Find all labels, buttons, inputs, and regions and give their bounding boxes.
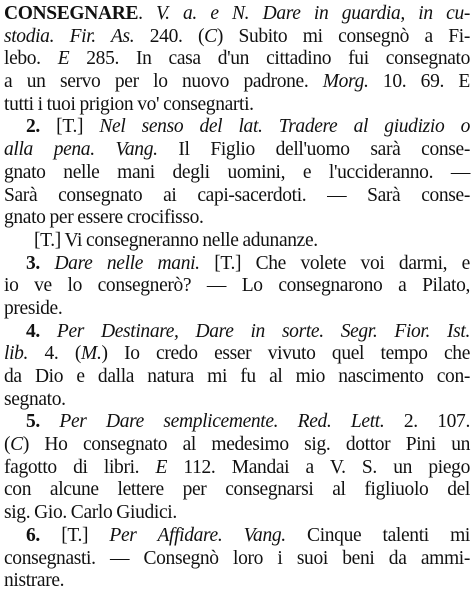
- text-run: 4. (: [28, 343, 82, 365]
- entry-line: [4, 94, 470, 117]
- entry-line: [4, 275, 470, 298]
- text-run: consegnasti. — Consegnò loro i suoi beni da ammi-: [4, 547, 470, 569]
- italic-run: Morg.: [322, 71, 369, 93]
- text-run: preside.: [4, 297, 63, 319]
- text-run: [40, 411, 59, 432]
- entry-line: [4, 389, 470, 412]
- headword: CONSEGNARE: [4, 3, 139, 24]
- entry-line: [4, 116, 470, 139]
- entry-line: [4, 185, 470, 208]
- text-run: .: [138, 3, 157, 24]
- sense-number: 3.: [26, 252, 40, 274]
- entry-line: [4, 343, 470, 366]
- text-run: [T.] Che volete voi darmi, e: [199, 252, 470, 274]
- text-run: io ve lo consegnerò? — Lo consegnarono a Pilato,: [4, 275, 470, 297]
- text-run: ) Subito mi consegnò a Fi-: [216, 25, 470, 47]
- text-run: Il Figlio dell'uomo sarà conse-: [157, 139, 470, 161]
- text-run: tutti i tuoi prigion vo' consegnarti.: [4, 93, 254, 115]
- text-run: 2. 107.: [384, 411, 470, 433]
- entry-line: [4, 479, 470, 502]
- entry-text-block: [4, 3, 470, 593]
- italic-run: V. a. e N. Dare in guardia, in cu-: [156, 3, 470, 24]
- entry-line: [4, 570, 470, 593]
- italic-run: Dare nelle mani.: [54, 252, 200, 274]
- entry-line: [4, 321, 470, 344]
- text-run: Cinque talenti mi: [285, 524, 470, 546]
- italic-run: Per Affidare. Vang.: [109, 524, 286, 546]
- sense-number: 4.: [26, 320, 40, 342]
- entry-line: [4, 230, 470, 253]
- entry-line: [4, 26, 470, 49]
- text-run: (: [4, 434, 11, 456]
- entry-line: [4, 366, 470, 389]
- italic-run: E: [155, 456, 168, 478]
- text-run: [T.] Vi consegneranno nelle adunanze.: [34, 229, 318, 251]
- text-run: [40, 253, 55, 274]
- text-run: a un servo per lo nuovo padrone.: [4, 71, 323, 93]
- entry-line: [4, 139, 470, 162]
- text-run: lebo.: [4, 48, 58, 70]
- text-run: ) Io credo esser vivuto quel tempo che: [101, 343, 471, 365]
- entry-line: [4, 71, 470, 94]
- entry-line: [4, 3, 470, 26]
- sense-number: 5.: [26, 411, 40, 433]
- italic-run: Per Dare semplicemente. Red. Lett.: [59, 411, 385, 433]
- italic-run: alla pena. Vang.: [4, 139, 158, 161]
- text-run: 10. 69. E: [368, 71, 470, 93]
- text-run: [T.]: [39, 524, 110, 546]
- entry-line: [4, 253, 470, 276]
- text-run: 112. Mandai a V. S. un piego: [167, 456, 470, 478]
- text-run: nistrare.: [4, 570, 65, 592]
- entry-line: [4, 48, 470, 71]
- sense-number: 6.: [26, 524, 40, 546]
- text-run: gnato per essere crocifisso.: [4, 207, 204, 229]
- italic-run: C: [204, 25, 217, 47]
- text-run: da Dio e dalla natura mi fu al mio nascimento con-: [4, 366, 470, 387]
- entry-line: [4, 298, 470, 321]
- italic-run: C: [10, 434, 23, 456]
- dictionary-entry: [4, 3, 471, 592]
- text-run: gnato nelle mani degli uomini, e l'uccideranno. —: [4, 161, 470, 183]
- text-run: [T.]: [39, 116, 100, 138]
- text-run: [40, 321, 57, 342]
- text-run: Sarà consegnato ai capi-sacerdoti. — Sarà conse-: [4, 184, 470, 206]
- text-run: fagotto di libri.: [4, 456, 156, 478]
- entry-line: [4, 457, 470, 480]
- italic-run: Per Destinare, Dare in sorte. Segr. Fior. Ist.: [56, 320, 470, 342]
- text-run: segnato.: [4, 388, 66, 410]
- entry-line: [4, 502, 470, 525]
- italic-run: M.: [81, 343, 102, 365]
- entry-line: [4, 434, 470, 457]
- entry-line: [4, 207, 470, 230]
- entry-line: [4, 525, 470, 548]
- entry-line: [4, 411, 470, 434]
- entry-line: [4, 548, 470, 571]
- text-run: 240. (: [149, 25, 205, 47]
- text-run: 285. In casa d'un cittadino fui consegnato: [69, 48, 470, 70]
- italic-run: Nel senso del lat. Tradere al giudizio o: [99, 116, 470, 138]
- italic-run: stodia. Fir. As.: [4, 25, 150, 47]
- text-run: sig. Gio. Carlo Giudici.: [4, 502, 177, 524]
- italic-run: E: [57, 48, 70, 70]
- sense-number: 2.: [26, 116, 40, 138]
- italic-run: lib.: [4, 343, 29, 365]
- text-run: con alcune lettere per consegnarsi al figliuolo del: [4, 479, 470, 501]
- text-run: ) Ho consegnato al medesimo sig. dottor Pini un: [22, 434, 470, 456]
- entry-line: [4, 162, 470, 185]
